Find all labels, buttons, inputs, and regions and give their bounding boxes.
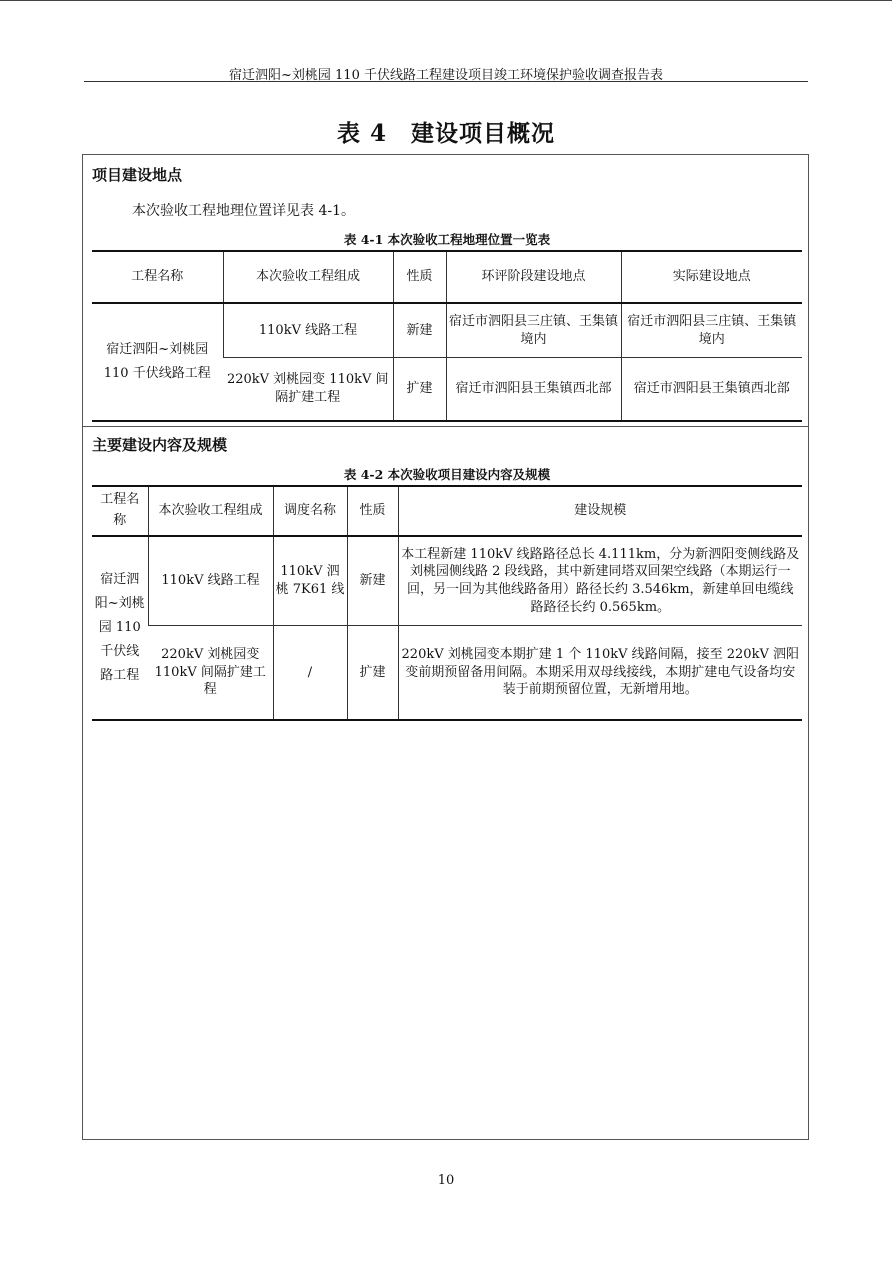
- table-row: [92, 536, 802, 626]
- header-rule: [84, 81, 808, 82]
- eia-location-cell: 宿迁市泗阳县三庄镇、王集镇境内: [446, 303, 621, 358]
- page-title: 表 4 建设项目概况: [336, 120, 555, 147]
- nature-cell: 扩建: [393, 358, 446, 422]
- nature-cell: 新建: [393, 303, 446, 358]
- running-header: 宿迁泗阳~刘桃园 110 千伏线路工程建设项目竣工环境保护验收调查报告表: [229, 68, 663, 83]
- actual-location-cell: 宿迁市泗阳县王集镇西北部: [621, 358, 802, 422]
- component-cell: 110kV 线路工程: [223, 303, 393, 358]
- table-4-1-caption: 表 4-1 本次验收工程地理位置一览表: [343, 232, 551, 247]
- section-heading-scale: 主要建设内容及规模: [92, 436, 228, 454]
- table-4-1: [92, 250, 802, 422]
- top-border-line: [0, 0, 892, 1]
- section-divider: [82, 426, 809, 427]
- column-header: 实际建设地点: [621, 251, 802, 303]
- dispatch-name-cell: 110kV 泗桃 7K61 线: [273, 536, 347, 626]
- project-name-cell: 宿迁泗阳~刘桃园 110 千伏线路工程: [92, 536, 148, 720]
- nature-cell: 扩建: [347, 626, 398, 721]
- project-name-cell: 宿迁泗阳~刘桃园 110 千伏线路工程: [92, 303, 223, 421]
- table-header-row: [92, 486, 802, 536]
- component-cell: 220kV 刘桃园变 110kV 间隔扩建工程: [154, 647, 266, 698]
- intro-paragraph: 本次验收工程地理位置详见表 4-1。: [132, 203, 355, 219]
- column-header: 环评阶段建设地点: [446, 251, 621, 303]
- scale-cell: 220kV 刘桃园变本期扩建 1 个 110kV 线路间隔，接至 220kV 泗阳变前期预留备用间隔。本期采用双母线接线，本期扩建电气设备均安装于前期预留位置，无新增用地。: [398, 626, 802, 721]
- table-4-2-caption: 表 4-2 本次验收项目建设内容及规模: [343, 467, 551, 482]
- table-row: [92, 626, 802, 721]
- nature-cell: 新建: [347, 536, 398, 626]
- component-cell: 110kV 线路工程: [148, 536, 273, 626]
- table-header-row: [92, 251, 802, 303]
- table-row: [92, 303, 802, 358]
- column-header: 本次验收工程组成: [148, 486, 273, 536]
- table-4-2: [92, 485, 802, 721]
- column-header: 工程名称: [92, 486, 148, 536]
- dispatch-name-cell: /: [273, 626, 347, 721]
- section-heading-location: 项目建设地点: [92, 166, 183, 184]
- component-cell: 220kV 刘桃园变 110kV 间隔扩建工程: [226, 372, 389, 405]
- column-header: 建设规模: [398, 486, 802, 536]
- page-number: 10: [437, 1173, 455, 1188]
- scale-cell: 本工程新建 110kV 线路路径总长 4.111km，分为新泗阳变侧线路及刘桃园侧线路 2 段线路，其中新建同塔双回架空线路（本期运行一回，另一回为其他线路备用）路径长约 3.546km，新建单回电缆线路路径长约 0.565km。: [398, 536, 802, 626]
- column-header: 工程名称: [92, 251, 223, 303]
- column-header: 本次验收工程组成: [223, 251, 393, 303]
- eia-location-cell: 宿迁市泗阳县王集镇西北部: [446, 358, 621, 422]
- column-header: 性质: [393, 251, 446, 303]
- column-header: 调度名称: [273, 486, 347, 536]
- column-header: 性质: [347, 486, 398, 536]
- actual-location-cell: 宿迁市泗阳县三庄镇、王集镇境内: [621, 303, 802, 358]
